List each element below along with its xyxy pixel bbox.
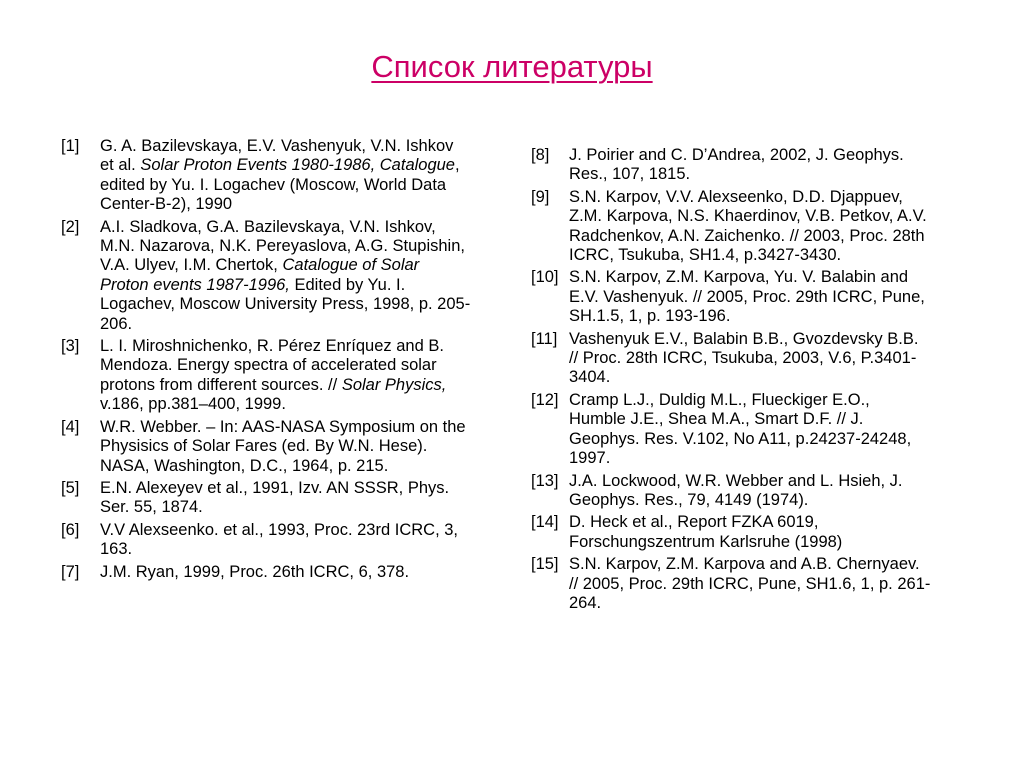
reference-text [100, 479, 449, 516]
reference-item [61, 479, 471, 518]
reference-text [569, 472, 903, 509]
reference-segment: J.M. Ryan, 1999, Proc. 26th ICRC, 6, 378. [100, 562, 410, 581]
reference-segment: , edited by Yu. I. Logachev (Moscow, World Data Center-B-2), 1990 [100, 156, 460, 214]
reference-number: [13] [531, 471, 559, 490]
reference-segment: A.I. Sladkova, G.A. Bazilevskaya, V.N. Ishkov, M.N. Nazarova, N.K. Pereyaslova, A.G. Stupishin, V.A. Ulyev, I.M. Chertok, [100, 217, 465, 275]
reference-segment: S.N. Karpov, Z.M. Karpova and A.B. Chernyaev. // 2005, Proc. 29th ICRC, Pune, SH1.6, 1, p. 261-264. [569, 555, 931, 612]
reference-number: [4] [61, 417, 80, 436]
reference-item [61, 218, 471, 334]
reference-segment: E.N. Alexeyev et al., 1991, Izv. AN SSSR, Phys. Ser. 55, 1874. [100, 478, 450, 517]
reference-number: [10] [531, 268, 559, 287]
reference-list-left [61, 137, 471, 585]
reference-segment: W.R. Webber. – In: AAS-NASA Symposium on the Physisics of Solar Fares (ed. By W.N. Hese). NASA, Washington, D.C., 1964, p. 215. [100, 417, 466, 475]
reference-segment: S.N. Karpov, Z.M. Karpova, Yu. V. Balabin and E.V. Vashenyuk. // 2005, Proc. 29th ICRC, Pune, SH.1.5, 1, p. 193-196. [569, 268, 925, 326]
reference-italic-segment: Catalogue of Solar Proton events 1987-1996, [100, 256, 420, 294]
reference-item [531, 146, 931, 185]
reference-segment: D. Heck et al., Report FZKA 6019, Forschungszentrum Karlsruhe (1998) [569, 513, 843, 551]
reference-item [531, 513, 931, 552]
reference-number: [9] [531, 187, 550, 206]
reference-segment: V.V Alexseenko. et al., 1993, Proc. 23rd ICRC, 3, 163. [100, 520, 459, 559]
reference-number: [15] [531, 555, 559, 574]
reference-item [61, 521, 471, 560]
reference-text [569, 268, 925, 325]
reference-number: [8] [531, 146, 550, 164]
reference-segment: Cramp L.J., Duldig M.L., Flueckiger E.O., Humble J.E., Shea M.A., Smart D.F. // J. Geophys. Res. V.102, No A11, p.24237-24248, 1997. [569, 390, 912, 468]
reference-number: [14] [531, 513, 559, 532]
reference-item [531, 472, 931, 511]
reference-number: [5] [61, 478, 80, 497]
reference-text [100, 521, 458, 558]
reference-number: [7] [61, 562, 80, 581]
reference-text [569, 513, 842, 550]
reference-segment: S.N. Karpov, V.V. Alexseenko, D.D. Djappuev, Z.M. Karpova, N.S. Khaerdinov, V.B. Petkov, A.V. Radchenkov, A.N. Zaichenko. // 2003, Proc. 28th ICRC, Tsukuba, SH1.4, p.3427-3430. [569, 187, 927, 265]
slide-title [0, 47, 1024, 87]
reference-number: [11] [531, 329, 558, 348]
reference-text [569, 555, 930, 612]
reference-text [569, 146, 904, 183]
reference-text [100, 137, 460, 213]
reference-item [61, 563, 471, 582]
reference-number: [3] [61, 337, 80, 356]
reference-number: [6] [61, 520, 80, 539]
reference-item [61, 337, 471, 415]
reference-number: [1] [61, 137, 80, 155]
reference-text [100, 563, 409, 581]
reference-segment: Vashenyuk E.V., Balabin B.B., Gvozdevsky B.B. // Proc. 28th ICRC, Tsukuba, 2003, V.6, P.3401-3404. [569, 329, 919, 387]
reference-segment: L. I. Miroshnichenko, R. Pérez Enríquez and B. Mendoza. Energy spectra of accelerated solar protons from different sources. // [100, 337, 444, 394]
reference-text [100, 418, 466, 475]
reference-segment: Edited by Yu. I. Logachev, Moscow University Press, 1998, p. 205-206. [100, 275, 471, 333]
reference-text [569, 188, 927, 264]
reference-item [531, 330, 931, 388]
reference-text [569, 391, 911, 467]
reference-segment: v.186, pp.381–400, 1999. [100, 395, 286, 414]
reference-text [100, 337, 446, 413]
reference-segment: J.A. Lockwood, W.R. Webber and L. Hsieh, J. Geophys. Res., 79, 4149 (1974). [569, 471, 903, 509]
reference-item [531, 555, 931, 613]
reference-item [61, 418, 471, 476]
reference-segment: G. A. Bazilevskaya, E.V. Vashenyuk, V.N. Ishkov et al. [100, 137, 454, 175]
reference-italic-segment: Solar Proton Events 1980-1986, Catalogue [140, 156, 455, 175]
reference-item [531, 391, 931, 469]
reference-number: [2] [61, 217, 80, 236]
slide-title-text: Список литературы [371, 49, 653, 84]
reference-item [531, 268, 931, 326]
reference-item [61, 137, 471, 215]
reference-segment: J. Poirier and C. D’Andrea, 2002, J. Geophys. Res., 107, 1815. [569, 146, 904, 184]
reference-text [100, 218, 470, 333]
reference-italic-segment: Solar Physics, [341, 375, 447, 394]
reference-number: [12] [531, 390, 559, 409]
reference-text [569, 330, 918, 387]
reference-list-right [531, 146, 931, 616]
reference-item [531, 188, 931, 266]
